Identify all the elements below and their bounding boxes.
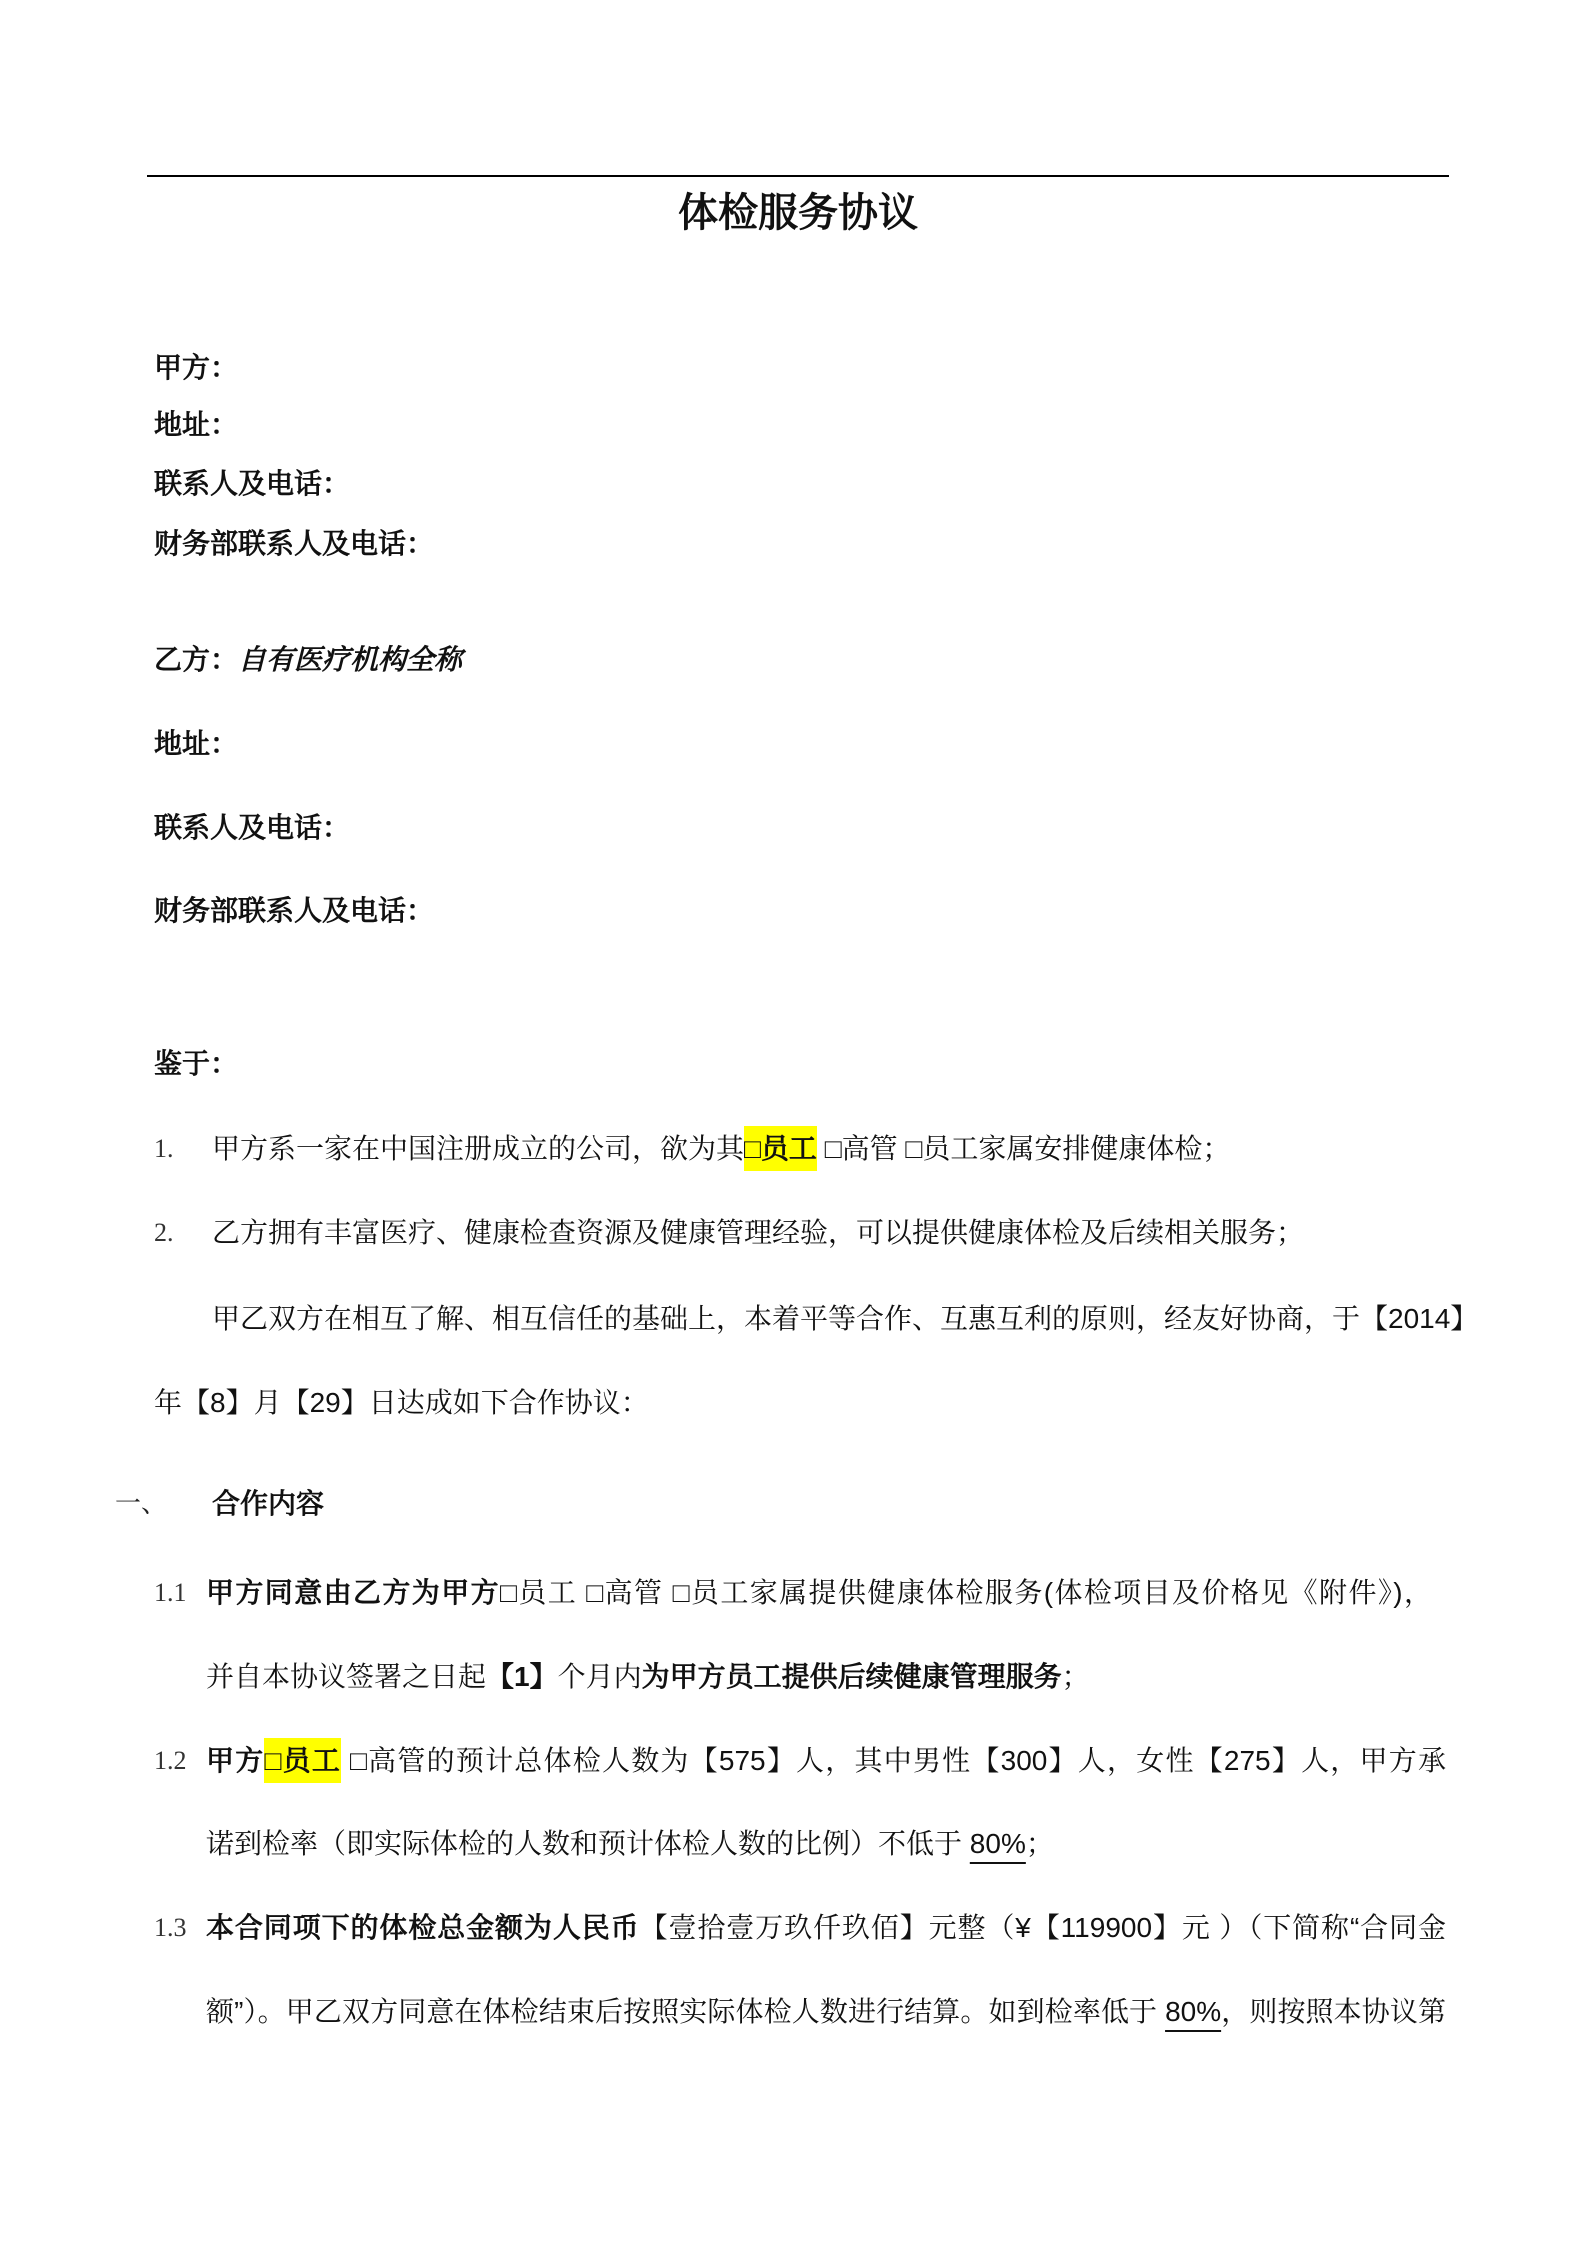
party-b-finance-contact-label: 财务部联系人及电话： [154,895,435,926]
party-a-contact-label: 联系人及电话： [154,468,351,499]
recital-1-highlighted-option: □员工 [744,1126,817,1171]
clause-1-1-line-2 [206,1657,1090,1697]
agreement-line-1: 甲乙双方在相互了解、相互信任的基础上，本着平等合作、互惠互利的原则，经友好协商，于【2014】 [212,1303,1479,1334]
party-b-line [154,640,462,680]
clause-1-1-line-2-emphasis: 为甲方员工提供后续健康管理服务 [641,1661,1062,1692]
clause-1-3-line-2-start: 额”）。甲乙双方同意在体检结束后按照实际体检人数进行结算。如到检率低于 [206,1996,1166,2027]
clause-1-1-lead: 甲方同意由乙方为甲方 [206,1577,501,1608]
party-b-label: 乙方： [154,644,239,675]
party-b-address-label: 地址： [154,728,239,759]
clause-1-2-line-2-start: 诺到检率（即实际体检的人数和预计体检人数的比例）不低于 [206,1828,970,1859]
clause-1-1-line-2-start: 并自本协议签署之日起 [206,1661,487,1692]
recital-1-text-before: 甲方系一家在中国注册成立的公司，欲为其 [212,1133,745,1164]
clause-1-2-line-1 [206,1741,1446,1781]
clause-1-2-attendance-rate: 80% [969,1828,1026,1859]
clause-1-3-number: 1.3 [154,1913,187,1942]
clause-1-3-lead: 本合同项下的体检总金额为人民币 [206,1912,640,1943]
clause-1-3-line-2-end: ，则按照本协议第 [1221,1996,1446,2027]
recital-2-number: 2. [154,1218,174,1247]
document-title: 体检服务协议 [678,191,918,235]
clause-1-2-line-2 [206,1824,1054,1864]
clause-1-2-number: 1.2 [154,1746,187,1775]
clause-1-3-attendance-rate: 80% [1165,1996,1222,2027]
party-a-address-label: 地址： [154,409,239,440]
clause-1-1-line-2-mid: 个月内 [557,1661,642,1692]
agreement-line-2: 年【8】月【29】日达成如下合作协议： [154,1387,649,1418]
clause-1-2-highlighted-option: □员工 [264,1738,341,1783]
clause-1-2-lead: 甲方 [206,1745,265,1776]
clause-1-3-line-1-rest: 【壹拾壹万玖仟玖佰】元整（¥【119900】元 ）（下简称“合同金 [639,1912,1446,1943]
clause-1-1-line-2-end: ； [1061,1661,1090,1692]
recital-1-text [212,1129,1230,1169]
recital-1-number: 1. [154,1134,174,1163]
clause-1-2-line-1-rest: □高管的预计总体检人数为【575】人，其中男性【300】人，女性【275】人，甲方承 [341,1745,1446,1776]
recital-2-text: 乙方拥有丰富医疗、健康检查资源及健康管理经验，可以提供健康体检及后续相关服务； [212,1217,1305,1248]
recital-1-text-after: □高管 □员工家属安排健康体检； [816,1133,1231,1164]
party-b-name: 自有医疗机构全称 [238,644,463,675]
party-a-finance-contact-label: 财务部联系人及电话： [154,528,435,559]
party-b-contact-label: 联系人及电话： [154,812,351,843]
clause-1-1-line-1-rest: □员工 □高管 □员工家属提供健康体检服务(体检项目及价格见《附件》)， [500,1577,1432,1608]
clause-1-1-service-months: 【1】 [486,1661,558,1692]
recitals-label: 鉴于： [154,1048,239,1079]
clause-1-3-line-2 [206,1992,1446,2032]
header-rule [147,175,1449,177]
clause-1-3-line-1 [206,1908,1446,1948]
section-1-number: 一、 [115,1489,168,1518]
section-1-heading: 合作内容 [212,1488,325,1519]
clause-1-2-line-2-end: ； [1025,1828,1054,1859]
clause-1-1-number: 1.1 [154,1578,187,1607]
clause-1-1-line-1 [206,1573,1432,1613]
party-a-label: 甲方： [154,352,239,383]
